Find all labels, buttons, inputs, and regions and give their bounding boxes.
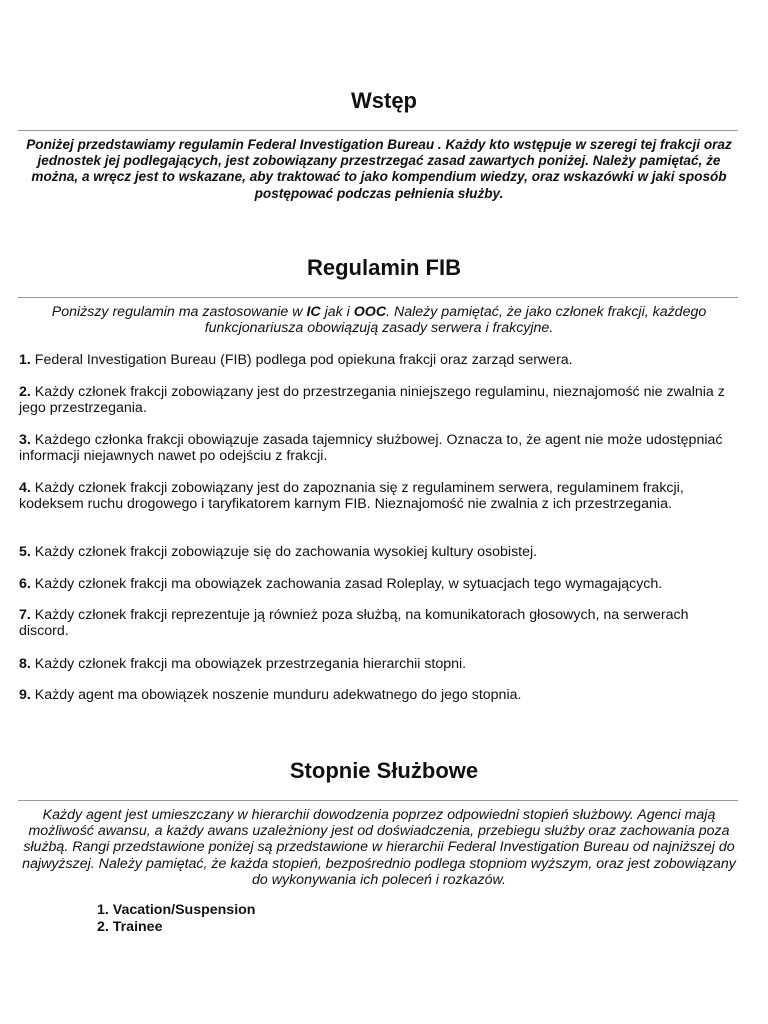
rule-number: 8.: [19, 656, 31, 672]
rule-item: [19, 544, 731, 560]
rule-item: [19, 656, 731, 672]
rank-item: 2. Trainee: [97, 918, 163, 935]
rule-text: Każdy członek frakcji ma obowiązek zachowania zasad Roleplay, w sytuacjach tego wymagających.: [30, 576, 663, 592]
rule-item: [19, 432, 731, 464]
rule-text: Każdy członek frakcji reprezentuje ją również poza służbą, na komunikatorach głosowych, na serwerach discord.: [19, 607, 689, 640]
rank-list: [97, 902, 255, 935]
intro-regulamin-part2: jak i: [320, 304, 354, 320]
rule-text: Każdego członka frakcji obowiązuje zasada tajemnicy służbowej. Oznacza to, że agent nie może udostępniać informacji niejawnych nawet po odejściu z frakcji.: [19, 432, 723, 465]
section-divider-wstep: [18, 130, 738, 131]
rule-text: Każdy agent ma obowiązek noszenie munduru adekwatnego do jego stopnia.: [30, 687, 522, 703]
intro-wstep: Poniżej przedstawiamy regulamin Federal Investigation Bureau . Każdy kto wstępuje w szeregi tej frakcji oraz jednostek jej podlegających, jest zobowiązany przestrzegać zasad zawartych poniżej. Należy pamiętać, że można, a wręcz jest to wskazane, aby traktować to jako kompendium wiedzy, oraz wskazówki w jaki sposób postępować podczas pełnienia służby.: [26, 137, 732, 201]
intro-regulamin-part3: . Należy pamiętać, że jako członek frakcji, każdego funkcjonariusza obowiązują zasady serwera i frakcyjne.: [204, 304, 707, 337]
rule-text: Każdy członek frakcji zobowiązany jest do przestrzegania niniejszego regulaminu, nieznajomość nie zwalnia z jego przestrzegania.: [19, 384, 725, 417]
rule-number: 4.: [19, 480, 31, 496]
section-title-stopnie: Stopnie Służbowe: [289, 758, 479, 783]
intro-regulamin-ic: IC: [306, 304, 321, 320]
section-title-wstep: Wstęp: [351, 88, 417, 113]
rule-item: [19, 576, 731, 592]
rule-number: 7.: [19, 607, 31, 623]
rule-item: [19, 607, 731, 639]
rank-item: 1. Vacation/Suspension: [97, 902, 256, 918]
rule-number: 1.: [19, 352, 31, 368]
rule-number: 5.: [19, 544, 31, 560]
rule-item: [19, 384, 731, 416]
section-divider-regulamin: [18, 297, 738, 298]
rule-text: Federal Investigation Bureau (FIB) podlega pod opiekuna frakcji oraz zarząd serwera.: [30, 352, 573, 368]
rule-item: [19, 687, 731, 703]
section-divider-stopnie: [18, 800, 738, 801]
rule-number: 3.: [19, 432, 31, 448]
rule-number: 6.: [19, 576, 31, 592]
rule-text: Każdy członek frakcji zobowiązany jest do zapoznania się z regulaminem serwera, regulaminem frakcji, kodeksem ruchu drogowego i taryfikatorem karnym FIB. Nieznajomość nie zwalnia z ich przestrzegania.: [19, 480, 684, 513]
section-title-regulamin: Regulamin FIB: [306, 255, 461, 280]
rule-text: Każdy członek frakcji zobowiązuje się do zachowania wysokiej kultury osobistej.: [30, 544, 538, 560]
intro-regulamin-part1: Poniższy regulamin ma zastosowanie w: [51, 304, 307, 320]
rule-item: [19, 352, 731, 368]
rule-item: [19, 480, 731, 512]
rule-number: 2.: [19, 384, 31, 400]
rule-text: Każdy członek frakcji ma obowiązek przestrzegania hierarchii stopni.: [30, 656, 467, 672]
intro-stopnie: Każdy agent jest umieszczany w hierarchii dowodzenia poprzez odpowiedni stopień służbowy. Agenci mają możliwość awansu, a każdy awans uzależniony jest od doświadczenia, przebiegu służby oraz zachowania poza służbą. Rangi przedstawione poniżej są przedstawione w hierarchii Federal Investigation Bureau od najniższej do najwyższej. Należy pamiętać, że każda stopień, bezpośrednio podlega stopniom wyższym, oraz jest zobowiązany do wykonywania ich poleceń i rozkazów.: [22, 807, 736, 888]
intro-regulamin: [18, 304, 740, 336]
intro-regulamin-ooc: OOC: [353, 304, 387, 320]
rule-number: 9.: [19, 687, 31, 703]
